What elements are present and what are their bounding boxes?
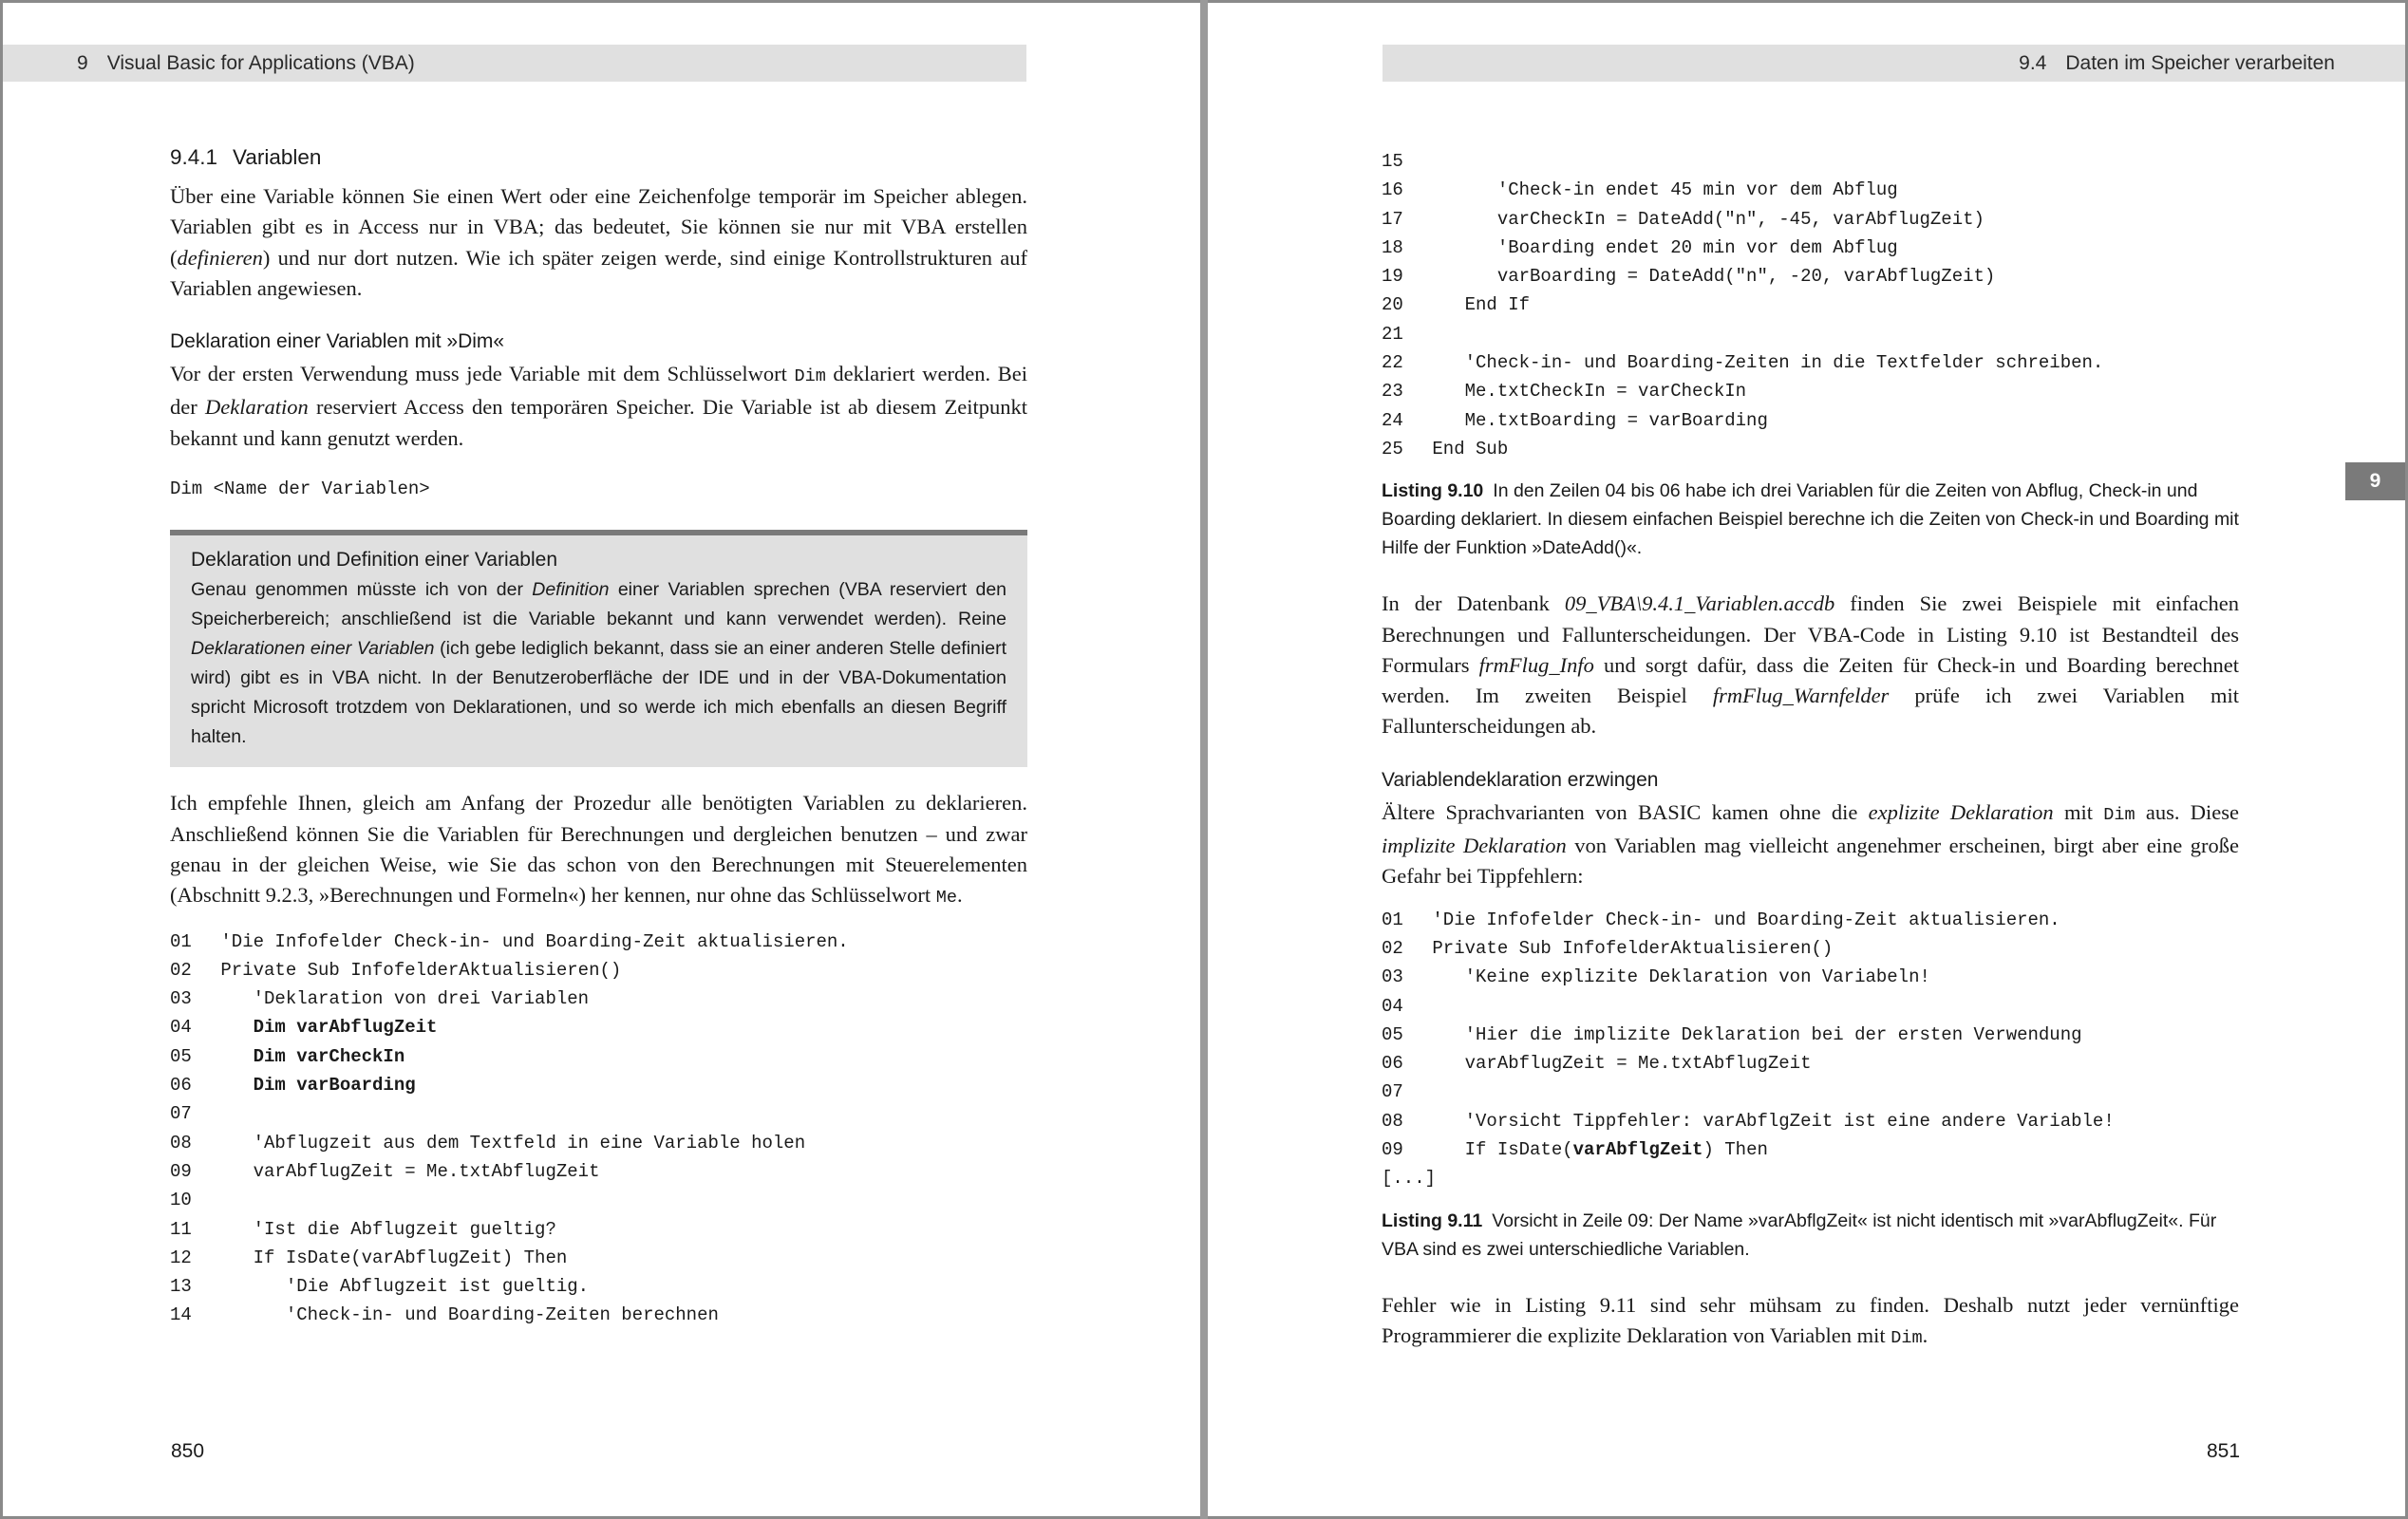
code-text: If IsDate( [1421,1139,1573,1161]
page-number: 851 [2207,1440,2241,1462]
code-line-number: 06 [1382,1053,1403,1075]
code-line-number: 20 [1382,294,1403,316]
paragraph-variablen: Über eine Variable können Sie einen Wert oder eine Zeichenfolge temporär im Speicher ablegen. Variablen gibt es in Access nur in VBA; das bedeutet, Sie können sie nur mit VBA erstellen (definieren) und nur dort nutzen. Wie ich später zeigen werde, sind einige Kontrollstrukturen auf Variablen angewiesen. [170,184,1027,300]
code-text: varBoarding = DateAdd("n", -20, varAbflugZeit) [1421,266,1996,288]
code-line [1382,291,2239,319]
code-text [210,1075,254,1096]
code-line [170,1042,1027,1071]
code-text: 'Die Abflugzeit ist gueltig. [210,1276,590,1298]
info-box-title: Deklaration und Definition einer Variablen [191,549,558,572]
code-text: 'Check-in- und Boarding-Zeiten berechnen [210,1304,719,1326]
chapter-thumb-tab: 9 [2345,462,2405,500]
code-line [170,1186,1027,1214]
code-line [1382,992,2239,1021]
code-line [170,1301,1027,1329]
code-line-number: 01 [1382,909,1403,930]
code-line-number: 12 [170,1247,192,1268]
code-line [170,1272,1027,1301]
code-line-number: 07 [1382,1081,1403,1103]
code-line-number: 07 [170,1103,192,1125]
code-text: varAbflugZeit = Me.txtAbflugZeit [210,1160,600,1182]
code-text: 'Boarding endet 20 min vor dem Abflug [1421,236,1898,258]
code-line-number: 09 [170,1160,192,1182]
right-page [1208,3,2405,1516]
code-line [1382,1049,2239,1078]
paragraph-recommend: Ich empfehle Ihnen, gleich am Anfang der Prozedur alle benötigten Variablen zu deklarieren. Anschließend können Sie die Variablen für Berechnungen und dergleichen benutzen – und zwar genau in der gleichen Weise, wie Sie das schon von den Berechnungen mit Steuerelementen (Abschnitt 9.2.3, »Berechnungen und Formeln«) her kennen, nur ohne das Schlüsselwort Me. [170,791,1027,909]
left-page [3,3,1200,1516]
code-line [1382,348,2239,377]
code-line-number: 05 [1382,1023,1403,1045]
code-line-number: 08 [170,1132,192,1153]
code-text [210,1046,254,1067]
code-line-number: 11 [170,1218,192,1240]
chapter-title: Visual Basic for Applications (VBA) [106,51,415,74]
running-header-left [3,45,1026,82]
code-text: 'Die Infofelder Check-in- und Boarding-Zeit aktualisieren. [210,930,849,952]
code-line-number: 06 [170,1075,192,1097]
code-text [210,1017,254,1038]
code-text: 'Check-in- und Boarding-Zeiten in die Textfelder schreiben. [1421,352,2104,374]
code-text: End If [1421,294,1531,316]
code-line [170,1099,1027,1128]
code-line [1382,262,2239,291]
subheading-dim: Deklaration einer Variablen mit »Dim« [170,330,505,353]
paragraph-dim: Vor der ersten Verwendung muss jede Variable mit dem Schlüsselwort Dim deklariert werden. Bei der Deklaration reserviert Access den temporären Speicher. Die Variable ist ab diesem Zeitpunkt bekannt und kann genutzt werden. [170,362,1027,450]
code-line-number: 14 [170,1304,192,1326]
code-text-bold: Dim varCheckIn [253,1045,405,1067]
code-line-number: 08 [1382,1110,1403,1132]
code-line [1382,147,2239,176]
listing-caption-9-10: Listing 9.10 In den Zeilen 04 bis 06 habe ich drei Variablen für die Zeiten von Abflug, Check-in und Boarding deklariert. In diesem einfachen Beispiel berechne ich die Zeiten von Check-in und Boarding mit Hilfe der Funktion »DateAdd()«. [1382,480,2239,559]
code-text: varCheckIn = DateAdd("n", -45, varAbflugZeit) [1421,208,1985,230]
code-line-number: 10 [170,1190,192,1211]
section-title: Variablen [233,145,322,169]
code-text: 'Hier die implizite Deklaration bei der ersten Verwendung [1421,1023,2082,1045]
running-header-right [1383,45,2405,82]
code-line-number: 16 [1382,179,1403,201]
code-text-bold: varAbflgZeit [1572,1139,1703,1161]
code-line [1382,176,2239,204]
code-text-bold: Dim varAbflugZeit [253,1017,438,1039]
code-text: 'Deklaration von drei Variablen [210,988,590,1010]
code-line-number: 09 [1382,1139,1403,1161]
code-line [1382,934,2239,963]
code-line-number: 17 [1382,208,1403,230]
info-box [170,530,1027,767]
code-line-number: 03 [170,988,192,1010]
paragraph-implicit: Ältere Sprachvarianten von BASIC kamen ohne die explizite Deklaration mit Dim aus. Diese implizite Deklaration von Variablen mag vielleicht angenehmer erscheinen, birgt aber eine große Gefahr bei Tippfehlern: [1382,799,2239,889]
code-text: End Sub [1421,438,1509,459]
code-text: If IsDate(varAbflugZeit) Then [210,1247,568,1268]
code-line-number: 21 [1382,323,1403,345]
code-line [1382,1021,2239,1049]
section-heading [170,145,1027,170]
code-line-number: 22 [1382,352,1403,374]
code-line-number: 02 [1382,937,1403,959]
code-listing-9-10-part2 [1382,147,2239,463]
code-line [1382,377,2239,405]
left-content [170,145,1027,1330]
section-number: 9.4.1 [170,145,218,169]
code-listing-9-10-part1 [170,928,1027,1330]
code-line-number: 24 [1382,409,1403,431]
code-text: 'Keine explizite Deklaration von Variabeln! [1421,966,1930,988]
code-line-number: 04 [1382,995,1403,1017]
code-line [1382,406,2239,435]
code-text: Private Sub InfofelderAktualisieren() [1421,937,1834,959]
code-text: varAbflugZeit = Me.txtAbflugZeit [1421,1053,1812,1075]
code-line [170,928,1027,956]
page-number: 850 [171,1440,205,1462]
code-line [1382,205,2239,234]
syntax-line: Dim <Name der Variablen> [170,478,430,500]
code-line-number: 18 [1382,236,1403,258]
info-box-body: Genau genommen müsste ich von der Definition einer Variablen sprechen (VBA reserviert den Speicherbereich; anschließend ist die Variable bekannt und kann verwendet werden). Reine Deklarationen einer Variablen (ich gebe lediglich bekannt, dass sie an einer anderen Stelle definiert wird) gibt es in VBA nicht. In der Benutzeroberfläche der IDE und in der VBA-Dokumentation spricht Microsoft trotzdem von Deklarationen, und so werde ich mich ebenfalls an diesen Begriff halten. [191,579,1007,748]
code-line [170,1071,1027,1099]
code-line-number: 15 [1382,151,1403,172]
code-text: 'Check-in endet 45 min vor dem Abflug [1421,179,1898,201]
code-text: 'Die Infofelder Check-in- und Boarding-Zeit aktualisieren. [1421,909,2060,930]
code-line-number: 05 [170,1045,192,1067]
code-line-number: 04 [170,1017,192,1039]
code-text: Me.txtCheckIn = varCheckIn [1421,381,1747,403]
code-line [1382,1107,2239,1135]
code-line-number: 01 [170,930,192,952]
book-spine [1200,0,1208,1519]
section-number: 9.4 [2019,51,2047,74]
chapter-number: 9 [77,51,88,74]
code-line [170,1215,1027,1244]
code-text: 'Vorsicht Tippfehler: varAbflgZeit ist eine andere Variable! [1421,1110,2115,1132]
code-line [170,985,1027,1013]
paragraph-errors: Fehler wie in Listing 9.11 sind sehr mühsam zu finden. Deshalb nutzt jeder vernünftige Programmierer die explizite Deklaration von Variablen mit Dim. [1382,1292,2239,1348]
listing-caption-9-11: Listing 9.11 Vorsicht in Zeile 09: Der Name »varAbflgZeit« ist nicht identisch mit »varAbflugZeit«. Für VBA sind es zwei unterschiedliche Variablen. [1382,1210,2217,1260]
code-text-bold: Dim varBoarding [253,1075,416,1097]
right-content [1382,147,2239,1354]
code-line [1382,435,2239,463]
code-line-number: 02 [170,959,192,981]
section-title: Daten im Speicher verarbeiten [2065,51,2335,74]
code-text: Private Sub InfofelderAktualisieren() [210,959,622,981]
code-ellipsis: [...] [1382,1168,1437,1190]
code-line [1382,320,2239,348]
code-text: Me.txtBoarding = varBoarding [1421,409,1768,431]
subheading-force: Variablendeklaration erzwingen [1382,768,1659,791]
code-text: ) Then [1703,1139,1768,1161]
code-line [1382,1135,2239,1164]
code-text: 'Abflugzeit aus dem Textfeld in eine Variable holen [210,1132,806,1153]
code-line-number: 25 [1382,438,1403,459]
code-line [170,1157,1027,1186]
code-line-number: 23 [1382,381,1403,403]
paragraph-database: In der Datenbank 09_VBA\9.4.1_Variablen.accdb finden Sie zwei Beispiele mit einfachen Berechnungen und Fallunterscheidungen. Der VBA-Code in Listing 9.10 ist Bestandteil des Formulars frmFlug_Info und sorgt dafür, dass die Zeiten für Check-in und Boarding berechnet werden. Im zweiten Beispiel frmFlug_Warnfelder prüfe ich zwei Variablen mit Fallunterscheidungen ab. [1382,591,2239,739]
code-line [170,1013,1027,1041]
code-line [1382,234,2239,262]
code-line-number: 13 [170,1276,192,1298]
code-line [170,1129,1027,1157]
code-line [170,1244,1027,1272]
code-line [1382,963,2239,991]
code-line [170,956,1027,985]
code-line [1382,906,2239,934]
code-line-number: 03 [1382,966,1403,988]
code-line [1382,1078,2239,1106]
code-line-number: 19 [1382,266,1403,288]
code-listing-9-11 [1382,906,2239,1165]
code-text: 'Ist die Abflugzeit gueltig? [210,1218,556,1240]
